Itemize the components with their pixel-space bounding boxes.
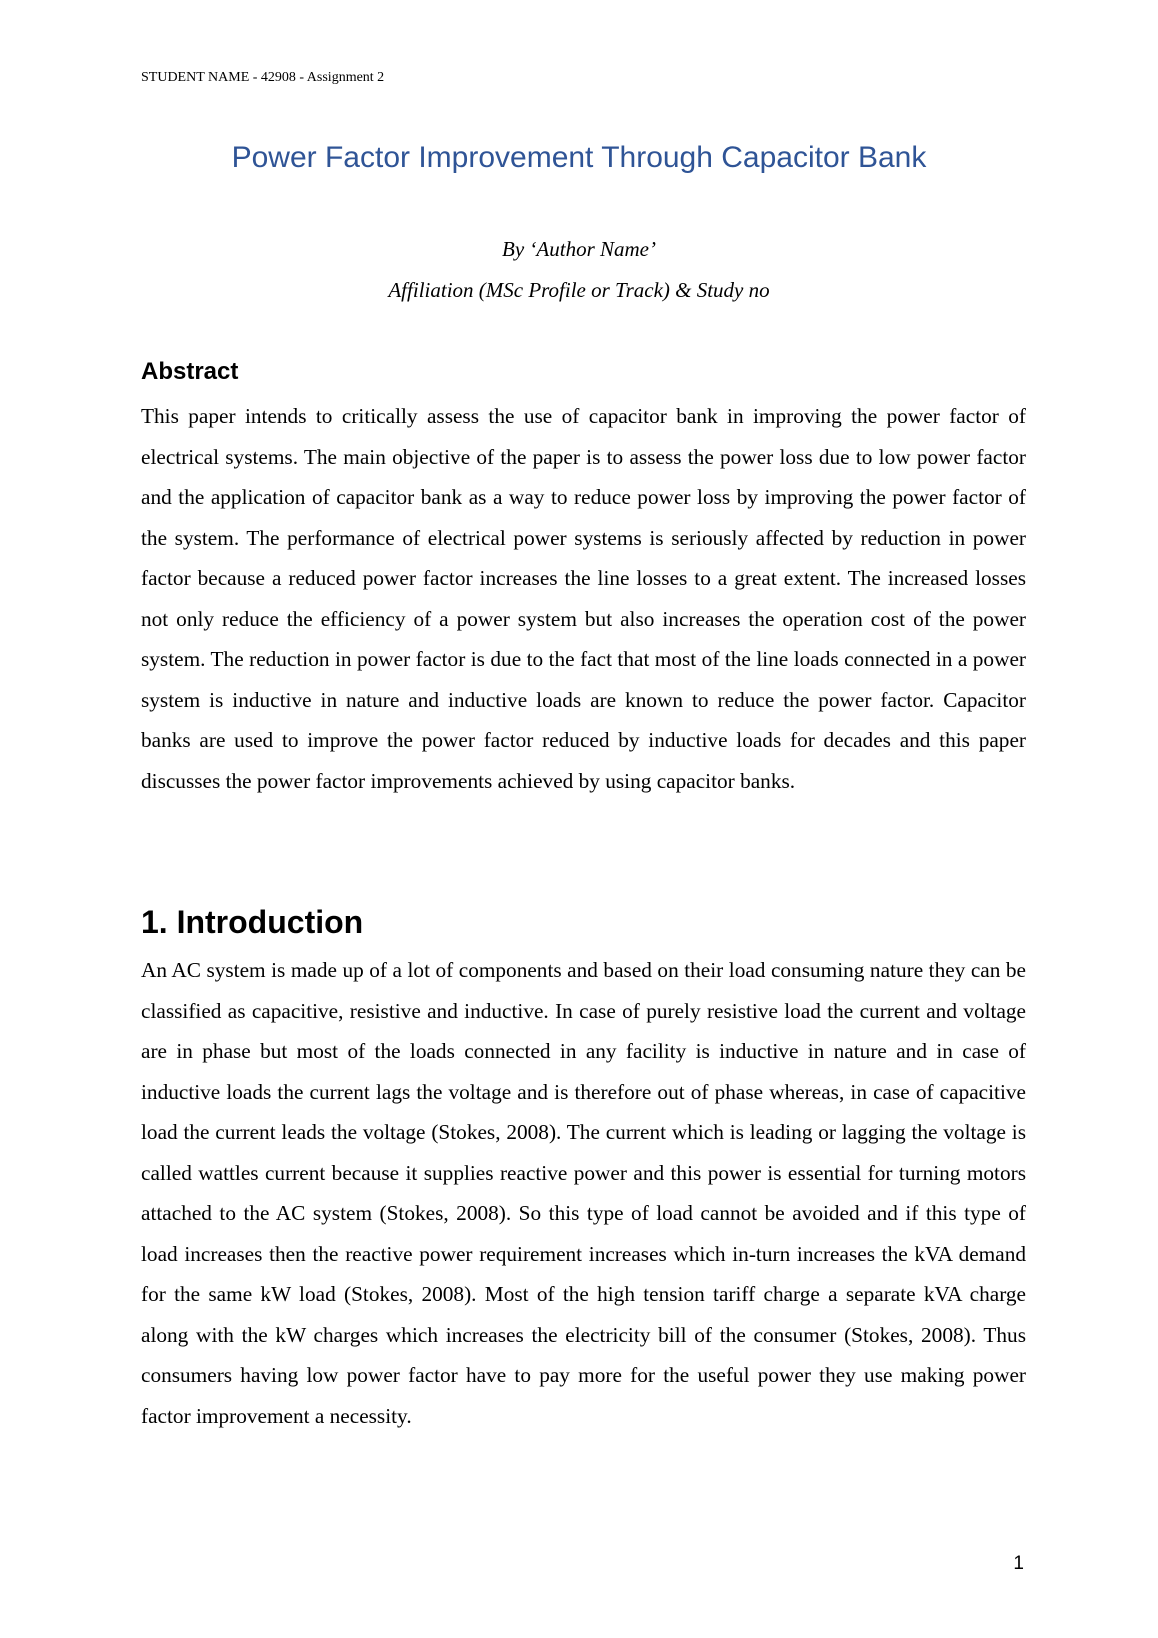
abstract-paragraph: This paper intends to critically assess the use of capacitor bank in improving the power factor of electrical systems. The main objective of the paper is to assess the power loss due to low power factor and the application of capacitor bank as a way to reduce power loss by improving the power factor of the system. The performance of electrical power systems is seriously affected by reduction in power factor because a reduced power factor increases the line losses to a great extent. The increased losses not only reduce the efficiency of a power system but also increases the operation cost of the power system. The reduction in power factor is due to the fact that most of the line loads connected in a power system is inductive in nature and inductive loads are known to reduce the power factor. Capacitor banks are used to improve the power factor reduced by inductive loads for decades and this paper discusses the power factor improvements achieved by using capacitor banks. [141, 404, 1026, 793]
author-line: By ‘Author Name’ [502, 237, 656, 261]
introduction-paragraph: An AC system is made up of a lot of components and based on their load consuming nature they can be classified as capacitive, resistive and inductive. In case of purely resistive load the current and voltage are in phase but most of the loads connected in any facility is inductive in nature and in case of inductive loads the current lags the voltage and is therefore out of phase whereas, in case of capacitive load the current leads the voltage (Stokes, 2008). The current which is leading or lagging the voltage is called wattles current because it supplies reactive power and this power is essential for turning motors attached to the AC system (Stokes, 2008). So this type of load cannot be avoided and if this type of load increases then the reactive power requirement increases which in-turn increases the kVA demand for the same kW load (Stokes, 2008). Most of the high tension tariff charge a separate kVA charge along with the kW charges which increases the electricity bill of the consumer (Stokes, 2008). Thus consumers having low power factor have to pay more for the useful power they use making power factor improvement a necessity. [141, 958, 1026, 1428]
affiliation-line: Affiliation (MSc Profile or Track) & Study no [388, 278, 770, 302]
paper-title: Power Factor Improvement Through Capacitor Bank [231, 141, 927, 174]
introduction-heading: 1. Introduction [141, 904, 364, 940]
running-header: STUDENT NAME - 42908 - Assignment 2 [141, 70, 385, 85]
abstract-heading: Abstract [141, 358, 239, 385]
page-number: 1 [1013, 1553, 1024, 1574]
